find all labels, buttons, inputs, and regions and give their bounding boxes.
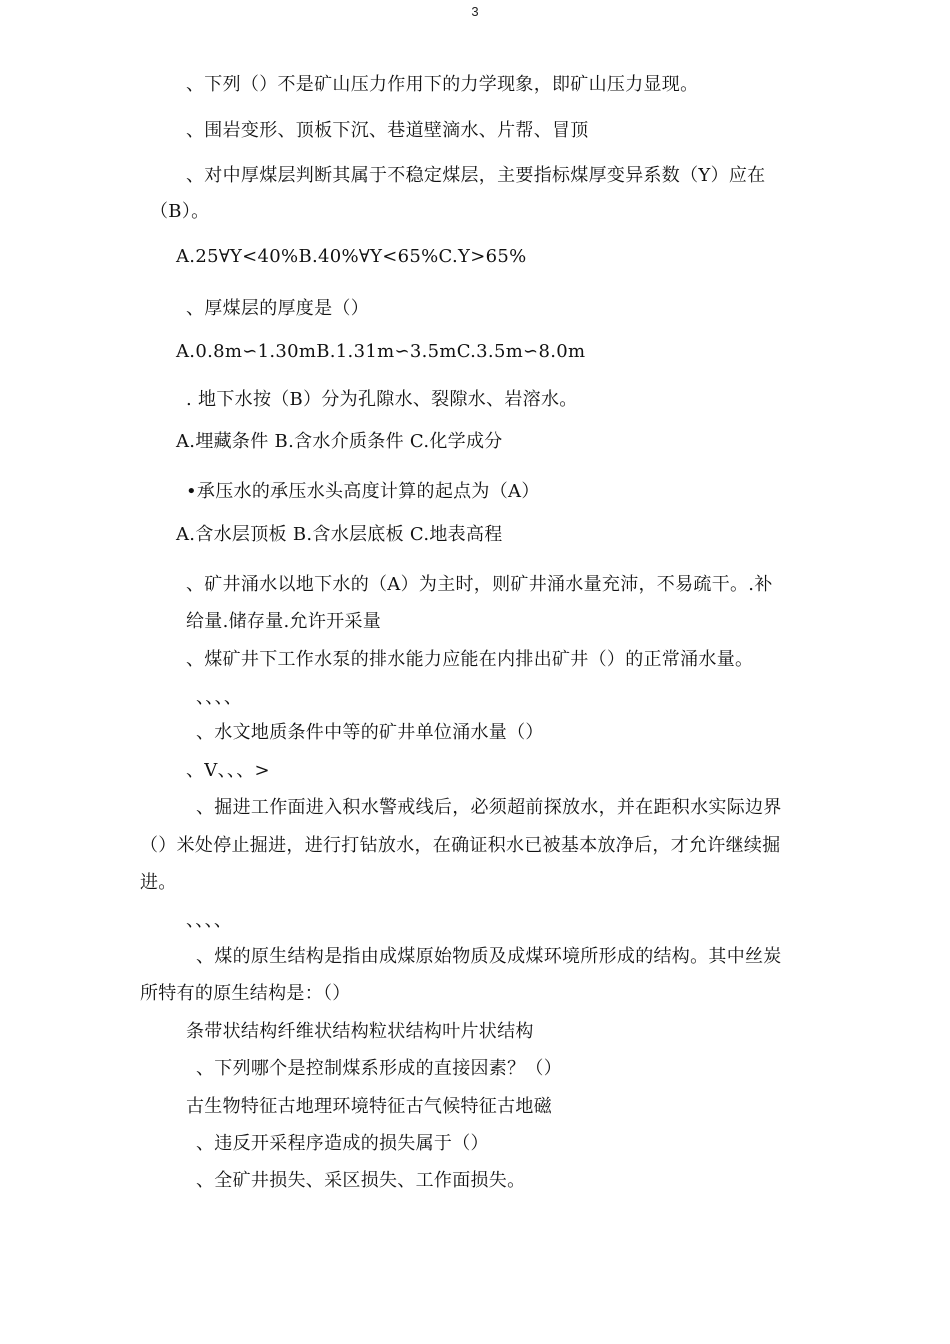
page-number: 3 <box>471 4 479 19</box>
text-line-15: 、、、、 <box>196 687 243 708</box>
text-line-2: 、围岩变形、顶板下沉、巷道壁滴水、片帮、冒顶 <box>186 120 589 141</box>
text-line-14: 、煤矿井下工作水泵的排水能力应能在内排出矿井（）的正常涌水量。 <box>186 649 754 670</box>
text-line-4: （B）。 <box>150 201 210 222</box>
text-line-7: A.0.8m∽1.30mB.1.31m∽3.5mC.3.5m∽8.0m <box>176 341 586 362</box>
text-line-1: 、下列（）不是矿山压力作用下的力学现象，即矿山压力显现。 <box>186 74 699 95</box>
text-line-13: 给量.储存量.允许开采量 <box>186 611 382 632</box>
text-line-11: A.含水层顶板 B.含水层底板 C.地表高程 <box>176 524 503 545</box>
text-line-25: 、下列哪个是控制煤系形成的直接因素？（） <box>196 1058 562 1079</box>
text-line-18: 、掘进工作面进入积水警戒线后，必须超前探放水，并在距积水实际边界 <box>196 797 782 818</box>
text-line-5: A.25∀Y<40%B.40%∀Y<65%C.Y>65% <box>176 246 527 267</box>
text-line-9: A.埋藏条件 B.含水介质条件 C.化学成分 <box>176 431 503 452</box>
text-line-16: 、水文地质条件中等的矿井单位涌水量（） <box>196 722 544 743</box>
text-line-10: •承压水的承压水头高度计算的起点为（A） <box>186 481 540 502</box>
text-line-6: 、厚煤层的厚度是（） <box>186 298 369 319</box>
text-line-12: 、矿井涌水以地下水的（A）为主时，则矿井涌水量充沛，不易疏干。.补 <box>186 574 773 595</box>
text-line-24: 条带状结构纤维状结构粒状结构叶片状结构 <box>186 1021 534 1042</box>
text-line-23: 所特有的原生结构是：（） <box>140 983 351 1004</box>
text-line-20: 进。 <box>140 872 177 893</box>
text-line-26: 古生物特征古地理环境特征古气候特征古地磁 <box>186 1096 552 1117</box>
text-line-17: 、V、、、> <box>186 760 270 781</box>
text-line-27: 、违反开采程序造成的损失属于（） <box>196 1133 489 1154</box>
text-line-22: 、煤的原生结构是指由成煤原始物质及成煤环境所形成的结构。其中丝炭 <box>196 946 782 967</box>
text-line-8: . 地下水按（B）分为孔隙水、裂隙水、岩溶水。 <box>186 389 578 410</box>
text-line-21: 、、、、 <box>186 910 233 931</box>
text-line-3: 、对中厚煤层判断其属于不稳定煤层，主要指标煤厚变异系数（Y）应在 <box>186 165 766 186</box>
text-line-28: 、全矿井损失、采区损失、工作面损失。 <box>196 1170 526 1191</box>
text-line-19: （）米处停止掘进，进行打钻放水，在确证积水已被基本放净后，才允许继续掘 <box>140 835 781 856</box>
